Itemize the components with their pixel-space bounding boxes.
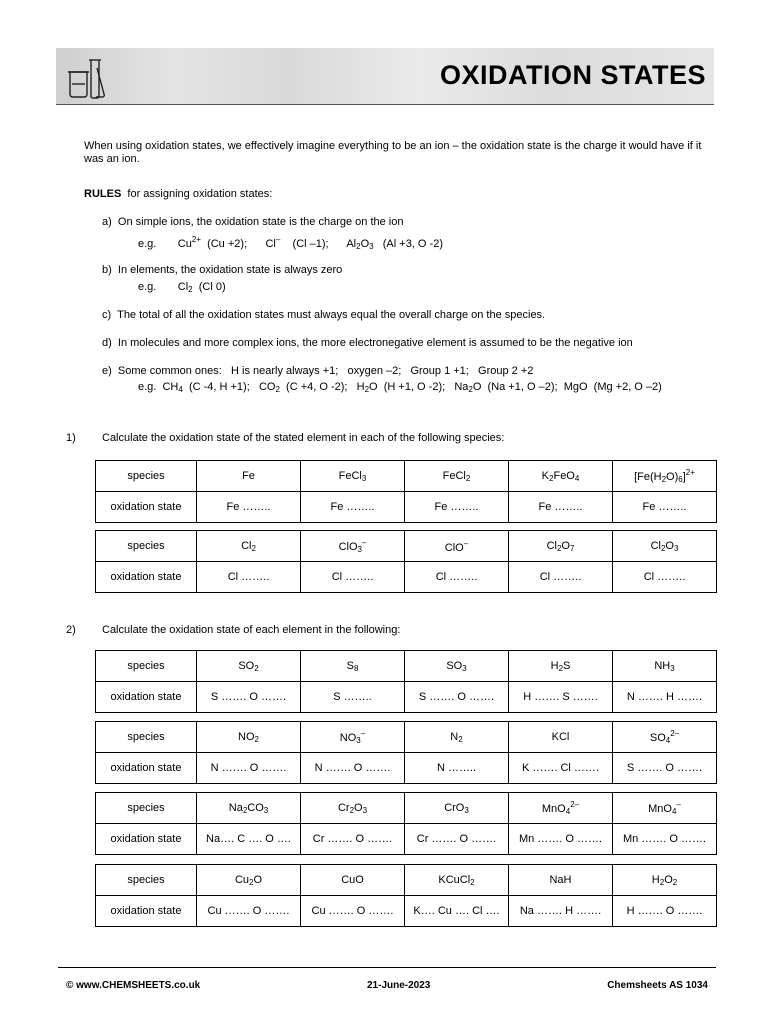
subscript: 2: [661, 475, 667, 484]
subscript: 2: [659, 877, 665, 887]
formula: CO: [247, 801, 264, 814]
subscript: 2: [251, 543, 256, 553]
oxidation-state-label: oxidation state: [96, 682, 197, 713]
rule-marker: e): [102, 365, 112, 377]
subscript: 2: [558, 663, 564, 673]
formula: O: [369, 381, 378, 393]
species-cell: [405, 651, 509, 682]
subscript: 2: [465, 473, 471, 483]
species-label: species: [96, 722, 197, 753]
answer-cell[interactable]: N ……. H …….: [613, 682, 717, 713]
subscript: 3: [361, 473, 367, 483]
species-table-3: [95, 650, 717, 713]
subscript: 2: [254, 734, 259, 744]
species-row: [96, 865, 717, 896]
subscript: 4: [671, 807, 677, 816]
footer-sheet-id: Chemsheets AS 1034: [607, 980, 708, 991]
answer-cell[interactable]: K…. Cu …. Cl ….: [405, 896, 509, 927]
answer-cell[interactable]: Fe ……..: [301, 492, 405, 523]
formula: NO: [339, 732, 357, 744]
subscript: 2: [660, 543, 666, 553]
charge: 2+: [685, 468, 695, 477]
formula: [Fe(H: [634, 471, 662, 483]
charge: 2–: [670, 729, 680, 738]
answer-cell[interactable]: S ……. O …….: [613, 753, 717, 784]
answer-cell[interactable]: H ……. O …….: [613, 896, 717, 927]
subscript: 7: [569, 543, 575, 553]
subscript: 3: [263, 805, 269, 815]
rule-c: [102, 309, 545, 322]
subscript: 4: [665, 736, 671, 745]
formula: CO: [258, 381, 276, 393]
answer-cell[interactable]: S ……. O …….: [405, 682, 509, 713]
answer-cell[interactable]: Fe ……..: [197, 492, 301, 523]
subscript: 3: [369, 242, 374, 251]
subscript: 3: [462, 663, 467, 673]
species-cell: [613, 793, 717, 824]
ion-formula: Al: [346, 238, 357, 250]
element-formula: Cl: [177, 281, 189, 293]
formula: H: [651, 873, 660, 886]
answer-cell[interactable]: N ……. O …….: [197, 753, 301, 784]
species-cell: [197, 461, 301, 492]
answer-cell[interactable]: Na…. C …. O ….: [197, 824, 301, 855]
species-cell: [197, 722, 301, 753]
rules-subtitle: for assigning oxidation states:: [127, 188, 273, 200]
formula: NH: [654, 659, 671, 672]
formula: ClO: [444, 541, 464, 554]
footer-divider: [58, 967, 716, 968]
oxidation-row: [96, 753, 717, 784]
formula: Cu: [234, 873, 250, 886]
page-title: OXIDATION STATES: [439, 60, 706, 90]
species-label: species: [96, 865, 197, 896]
ion-state: (Cl –1);: [292, 238, 329, 250]
rule-e-example: [138, 381, 662, 396]
rule-a-example: [138, 233, 443, 253]
oxidation-state-label: oxidation state: [96, 562, 197, 593]
question-1-number: 1): [66, 432, 76, 444]
formula: SO: [238, 659, 255, 672]
answer-cell[interactable]: Cu ……. O …….: [301, 896, 405, 927]
answer-cell[interactable]: Cl ……..: [613, 562, 717, 593]
species-cell: [197, 651, 301, 682]
subscript: 2: [356, 242, 361, 251]
question-2-number: 2): [66, 624, 76, 636]
rule-text: On simple ions, the oxidation state is the charge on the ion: [117, 216, 404, 228]
formula: O): [666, 471, 679, 483]
species-label: species: [96, 531, 197, 562]
formula: O: [472, 381, 482, 393]
answer-cell[interactable]: Fe ……..: [405, 492, 509, 523]
answer-cell[interactable]: Cl ……..: [509, 562, 613, 593]
species-cell: [197, 793, 301, 824]
species-label: species: [96, 651, 197, 682]
formula: NO: [238, 730, 255, 743]
rules-label: RULES: [84, 188, 122, 200]
formula: Fe: [242, 470, 255, 482]
formula: O: [253, 873, 263, 886]
subscript: 3: [464, 805, 469, 815]
ion-state: (Cu +2);: [207, 238, 248, 250]
answer-cell[interactable]: Fe ……..: [509, 492, 613, 523]
formula: Cl: [650, 539, 661, 552]
species-row: [96, 461, 717, 492]
formula: Cl: [241, 539, 252, 552]
species-cell: [613, 461, 717, 492]
formula: MnO: [648, 803, 672, 815]
subscript: 4: [565, 807, 571, 816]
subscript: 4: [178, 385, 183, 394]
formula: CrO: [444, 801, 465, 814]
species-row: [96, 722, 717, 753]
formula-state: (Na +1, O –2);: [487, 381, 558, 393]
rule-marker: a): [102, 216, 112, 228]
formula: ClO: [338, 541, 358, 553]
answer-cell[interactable]: Na ……. H …….: [509, 896, 613, 927]
rule-a: [102, 216, 403, 229]
subscript: 6: [678, 475, 683, 484]
subscript: 2: [242, 805, 248, 815]
formula: O: [665, 539, 674, 552]
species-cell: [613, 531, 717, 562]
subscript: 2: [470, 877, 475, 887]
species-cell: [405, 793, 509, 824]
subscript: 3: [362, 805, 368, 815]
oxidation-row: [96, 896, 717, 927]
subscript: 2: [672, 877, 678, 887]
formula: KCuCl: [438, 873, 471, 886]
formula: CuO: [341, 874, 364, 886]
formula: H: [356, 381, 365, 393]
formula: CH: [162, 381, 179, 393]
ion-charge: –: [275, 235, 281, 244]
species-cell: [197, 531, 301, 562]
rule-text: Some common ones: H is nearly always +1; oxygen –2; Group 1 +1; Group 2 +2: [117, 365, 534, 377]
subscript: 2: [249, 877, 254, 887]
formula: NaH: [549, 874, 572, 886]
subscript: 2: [468, 385, 473, 394]
formula: ]: [682, 471, 686, 483]
answer-cell[interactable]: Fe ……..: [613, 492, 717, 523]
page-header: [56, 48, 714, 105]
answer-cell[interactable]: Mn ……. O …….: [613, 824, 717, 855]
rule-marker: b): [102, 264, 112, 276]
species-cell: [509, 651, 613, 682]
oxidation-row: [96, 492, 717, 523]
species-table-6: [95, 864, 717, 927]
formula: SO: [446, 659, 463, 672]
oxidation-row: [96, 824, 717, 855]
subscript: 3: [357, 545, 362, 554]
rule-text: In elements, the oxidation state is always zero: [117, 264, 343, 276]
formula: SO: [649, 732, 666, 744]
species-cell: [509, 722, 613, 753]
species-cell: [509, 531, 613, 562]
charge: –: [676, 800, 681, 809]
subscript: 2: [254, 663, 259, 673]
formula: S: [346, 659, 354, 672]
oxidation-row: [96, 562, 717, 593]
species-cell: [509, 793, 613, 824]
answer-cell[interactable]: N ……. O …….: [301, 753, 405, 784]
species-cell: [405, 461, 509, 492]
formula: Na: [454, 381, 469, 393]
subscript: 4: [574, 473, 580, 483]
answer-cell[interactable]: Cr ……. O …….: [405, 824, 509, 855]
question-1-text: Calculate the oxidation state of the stated element in each of the following species:: [102, 432, 505, 444]
formula: O: [354, 801, 363, 814]
species-row: [96, 531, 717, 562]
answer-cell[interactable]: Cu ……. O …….: [197, 896, 301, 927]
oxidation-state-label: oxidation state: [96, 896, 197, 927]
species-cell: [301, 651, 405, 682]
eg-label: e.g.: [138, 281, 157, 293]
species-cell: [405, 531, 509, 562]
charge: –: [463, 538, 469, 548]
oxidation-state-label: oxidation state: [96, 492, 197, 523]
formula: Na: [228, 801, 243, 814]
answer-cell[interactable]: Cl ……..: [197, 562, 301, 593]
footer-website: © www.CHEMSHEETS.co.uk: [66, 980, 201, 991]
species-cell: [301, 531, 405, 562]
ion-charge: 2+: [191, 235, 201, 244]
species-cell: [405, 865, 509, 896]
species-cell: [301, 793, 405, 824]
species-table-5: [95, 792, 717, 855]
species-row: [96, 793, 717, 824]
species-table-1: [95, 460, 717, 523]
oxidation-row: [96, 682, 717, 713]
species-cell: [613, 722, 717, 753]
species-label: species: [96, 793, 197, 824]
species-row: [96, 651, 717, 682]
oxidation-state-label: oxidation state: [96, 753, 197, 784]
charge: 2–: [570, 800, 580, 809]
formula: FeO: [553, 469, 575, 482]
rule-marker: c): [102, 309, 112, 321]
species-cell: [405, 722, 509, 753]
element-state: (Cl 0): [198, 281, 226, 293]
species-table-2: [95, 530, 717, 593]
formula: Cl: [546, 539, 557, 552]
formula-state: (Mg +2, O –2): [593, 381, 662, 393]
subscript: 3: [673, 543, 679, 553]
footer-date: 21-June-2023: [367, 980, 431, 991]
formula: S: [563, 659, 571, 672]
formula: H: [550, 659, 559, 672]
species-cell: [301, 461, 405, 492]
subscript: 8: [353, 663, 359, 673]
species-cell: [509, 461, 613, 492]
subscript: 2: [188, 285, 193, 294]
formula-state: (C -4, H +1);: [188, 381, 250, 393]
rule-d: [102, 337, 633, 350]
rule-text: The total of all the oxidation states must always equal the overall charge on the species.: [117, 309, 546, 321]
charge: –: [360, 729, 366, 738]
subscript: 2: [275, 385, 280, 394]
subscript: 2: [364, 385, 370, 394]
rules-heading: [84, 188, 706, 201]
species-cell: [613, 651, 717, 682]
subscript: 2: [458, 734, 463, 744]
formula-state: (H +1, O -2);: [383, 381, 446, 393]
rule-b: [102, 264, 342, 277]
formula: MnO: [541, 803, 566, 815]
ion-formula: Cl: [265, 238, 276, 250]
formula: N: [450, 730, 459, 743]
rule-e: [102, 365, 533, 378]
subscript: 2: [349, 805, 355, 815]
subscript: 3: [670, 663, 675, 673]
answer-cell[interactable]: Cr ……. O …….: [301, 824, 405, 855]
species-cell: [301, 865, 405, 896]
answer-cell[interactable]: Cl ……..: [301, 562, 405, 593]
subscript: 2: [556, 543, 562, 553]
ion-state: (Al +3, O -2): [382, 238, 443, 250]
answer-cell[interactable]: S ……..: [301, 682, 405, 713]
formula: O: [561, 539, 570, 552]
formula: FeCl: [338, 469, 362, 482]
species-label: species: [96, 461, 197, 492]
species-table-4: [95, 721, 717, 784]
answer-cell[interactable]: K ……. Cl …….: [509, 753, 613, 784]
rule-text: In molecules and more complex ions, the more electronegative element is assumed to be the negative ion: [117, 337, 633, 349]
formula: K: [541, 469, 550, 482]
species-cell: [613, 865, 717, 896]
eg-label: e.g.: [138, 381, 157, 393]
ion-formula: O: [360, 238, 370, 250]
answer-cell[interactable]: H ……. S …….: [509, 682, 613, 713]
formula-state: (C +4, O -2);: [286, 381, 348, 393]
lab-glassware-icon: [64, 54, 108, 103]
subscript: 2: [549, 473, 554, 483]
rule-marker: d): [102, 337, 112, 349]
answer-cell[interactable]: Cl ……..: [405, 562, 509, 593]
species-cell: [301, 722, 405, 753]
formula: O: [664, 873, 673, 886]
formula: MgO: [563, 381, 588, 393]
intro-paragraph: When using oxidation states, we effectively imagine everything to be an ion – the oxidation state is the charge it would have if it was an ion.: [84, 140, 702, 165]
species-cell: [509, 865, 613, 896]
subscript: 3: [356, 736, 361, 745]
oxidation-state-label: oxidation state: [96, 824, 197, 855]
answer-cell[interactable]: S ……. O …….: [197, 682, 301, 713]
eg-label: e.g.: [138, 238, 157, 250]
formula: FeCl: [442, 469, 466, 482]
charge: –: [361, 538, 367, 547]
rule-b-example: [138, 281, 226, 296]
question-2-text: Calculate the oxidation state of each element in the following:: [102, 624, 401, 636]
answer-cell[interactable]: N ……..: [405, 753, 509, 784]
species-cell: [197, 865, 301, 896]
formula: Cr: [337, 801, 350, 814]
ion-formula: Cu: [177, 238, 192, 250]
answer-cell[interactable]: Mn ……. O …….: [509, 824, 613, 855]
formula: KCl: [551, 731, 570, 743]
